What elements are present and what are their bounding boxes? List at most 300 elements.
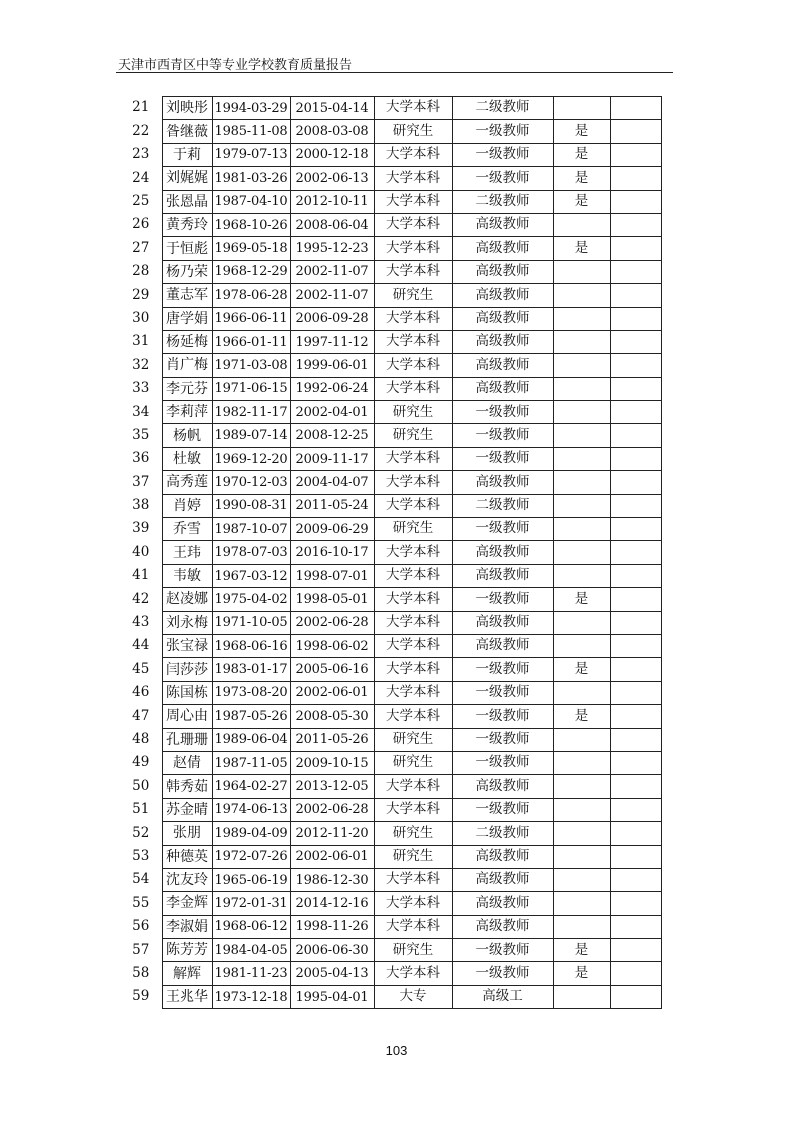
work-start-date: 2002-06-01 <box>290 845 374 868</box>
teacher-name: 于恒彪 <box>162 237 212 260</box>
title: 高级教师 <box>452 307 553 330</box>
dual-qualified <box>553 892 610 915</box>
work-start-date: 2002-06-28 <box>290 798 374 821</box>
row-number: 23 <box>132 146 150 163</box>
empty-cell <box>610 915 661 938</box>
work-start-date: 2000-12-18 <box>290 143 374 166</box>
birth-date: 1981-03-26 <box>212 167 290 190</box>
row-number: 57 <box>132 941 150 958</box>
title: 一级教师 <box>452 728 553 751</box>
teacher-name: 张宝禄 <box>162 634 212 657</box>
teacher-name: 杨乃荣 <box>162 260 212 283</box>
table-row <box>120 985 661 1008</box>
education: 大学本科 <box>374 588 452 611</box>
table-row <box>120 354 661 377</box>
birth-date: 1981-11-23 <box>212 962 290 985</box>
row-number: 33 <box>132 380 150 397</box>
empty-cell <box>610 939 661 962</box>
empty-cell <box>610 822 661 845</box>
title: 高级教师 <box>452 541 553 564</box>
table-row <box>120 892 661 915</box>
row-number: 43 <box>132 614 150 631</box>
teacher-name: 张恩晶 <box>162 190 212 213</box>
title: 高级教师 <box>452 634 553 657</box>
row-number: 24 <box>132 169 150 186</box>
education: 大专 <box>374 985 452 1008</box>
title: 一级教师 <box>452 705 553 728</box>
dual-qualified <box>553 494 610 517</box>
dual-qualified <box>553 728 610 751</box>
education: 大学本科 <box>374 634 452 657</box>
birth-date: 1973-12-18 <box>212 985 290 1008</box>
row-number: 54 <box>132 871 150 888</box>
title: 一级教师 <box>452 518 553 541</box>
education: 大学本科 <box>374 447 452 470</box>
table-row <box>120 401 661 424</box>
education: 大学本科 <box>374 705 452 728</box>
dual-qualified <box>553 798 610 821</box>
work-start-date: 1997-11-12 <box>290 330 374 353</box>
row-number: 27 <box>132 239 150 256</box>
row-number: 21 <box>132 99 150 116</box>
empty-cell <box>610 564 661 587</box>
table-row <box>120 260 661 283</box>
empty-cell <box>610 424 661 447</box>
empty-cell <box>610 190 661 213</box>
teacher-name: 闫莎莎 <box>162 658 212 681</box>
birth-date: 1971-06-15 <box>212 377 290 400</box>
birth-date: 1982-11-17 <box>212 401 290 424</box>
empty-cell <box>610 705 661 728</box>
row-number: 56 <box>132 918 150 935</box>
empty-cell <box>610 377 661 400</box>
dual-qualified: 是 <box>553 962 610 985</box>
education: 大学本科 <box>374 213 452 236</box>
education: 研究生 <box>374 424 452 447</box>
teacher-name: 李金辉 <box>162 892 212 915</box>
teacher-name: 韦敏 <box>162 564 212 587</box>
empty-cell <box>610 541 661 564</box>
birth-date: 1972-07-26 <box>212 845 290 868</box>
row-number: 38 <box>132 497 150 514</box>
teacher-name: 高秀莲 <box>162 471 212 494</box>
teacher-name: 唐学娟 <box>162 307 212 330</box>
row-number: 46 <box>132 684 150 701</box>
title: 高级教师 <box>452 868 553 891</box>
dual-qualified: 是 <box>553 658 610 681</box>
table-row <box>120 237 661 260</box>
title: 高级教师 <box>452 845 553 868</box>
birth-date: 1966-06-11 <box>212 307 290 330</box>
empty-cell <box>610 588 661 611</box>
row-number: 30 <box>132 309 150 326</box>
empty-cell <box>610 798 661 821</box>
birth-date: 1973-08-20 <box>212 681 290 704</box>
title: 高级教师 <box>452 564 553 587</box>
birth-date: 1965-06-19 <box>212 868 290 891</box>
education: 大学本科 <box>374 307 452 330</box>
empty-cell <box>610 260 661 283</box>
row-number: 25 <box>132 193 150 209</box>
table-row <box>120 143 661 166</box>
teacher-name: 陈芳芳 <box>162 939 212 962</box>
birth-date: 1975-04-02 <box>212 588 290 611</box>
teacher-name: 杜敏 <box>162 447 212 470</box>
birth-date: 1987-05-26 <box>212 705 290 728</box>
table-row <box>120 751 661 774</box>
birth-date: 1987-11-05 <box>212 751 290 774</box>
row-number: 22 <box>132 122 150 139</box>
empty-cell <box>610 892 661 915</box>
work-start-date: 1995-12-23 <box>290 237 374 260</box>
table-row <box>120 681 661 704</box>
table-row <box>120 330 661 353</box>
birth-date: 1978-07-03 <box>212 541 290 564</box>
title: 高级教师 <box>452 892 553 915</box>
education: 大学本科 <box>374 143 452 166</box>
teacher-name: 刘永梅 <box>162 611 212 634</box>
education: 大学本科 <box>374 611 452 634</box>
birth-date: 1985-11-08 <box>212 120 290 143</box>
education: 大学本科 <box>374 541 452 564</box>
empty-cell <box>610 868 661 891</box>
work-start-date: 2014-12-16 <box>290 892 374 915</box>
table-row <box>120 167 661 190</box>
title: 一级教师 <box>452 681 553 704</box>
education: 研究生 <box>374 751 452 774</box>
teacher-name: 赵倩 <box>162 751 212 774</box>
birth-date: 1989-04-09 <box>212 822 290 845</box>
education: 研究生 <box>374 284 452 307</box>
birth-date: 1966-01-11 <box>212 330 290 353</box>
education: 大学本科 <box>374 237 452 260</box>
education: 大学本科 <box>374 494 452 517</box>
row-number: 39 <box>132 520 150 537</box>
row-number: 32 <box>132 356 150 373</box>
work-start-date: 2016-10-17 <box>290 541 374 564</box>
birth-date: 1968-12-29 <box>212 260 290 283</box>
education: 大学本科 <box>374 868 452 891</box>
title: 一级教师 <box>452 751 553 774</box>
empty-cell <box>610 213 661 236</box>
title: 高级教师 <box>452 284 553 307</box>
education: 研究生 <box>374 120 452 143</box>
title: 二级教师 <box>452 822 553 845</box>
dual-qualified <box>553 868 610 891</box>
dual-qualified <box>553 377 610 400</box>
dual-qualified <box>553 307 610 330</box>
dual-qualified <box>553 284 610 307</box>
education: 研究生 <box>374 939 452 962</box>
education: 大学本科 <box>374 377 452 400</box>
title: 一级教师 <box>452 143 553 166</box>
empty-cell <box>610 985 661 1008</box>
dual-qualified: 是 <box>553 167 610 190</box>
work-start-date: 2012-11-20 <box>290 822 374 845</box>
birth-date: 1994-03-29 <box>212 97 290 120</box>
birth-date: 1989-07-14 <box>212 424 290 447</box>
work-start-date: 1998-11-26 <box>290 915 374 938</box>
title: 一级教师 <box>452 962 553 985</box>
empty-cell <box>610 611 661 634</box>
birth-date: 1968-06-12 <box>212 915 290 938</box>
empty-cell <box>610 143 661 166</box>
birth-date: 1970-12-03 <box>212 471 290 494</box>
row-number: 41 <box>132 567 150 584</box>
row-number: 47 <box>132 707 150 724</box>
education: 大学本科 <box>374 97 452 120</box>
work-start-date: 2011-05-24 <box>290 494 374 517</box>
education: 大学本科 <box>374 190 452 213</box>
title: 高级工 <box>452 985 553 1008</box>
title: 高级教师 <box>452 471 553 494</box>
dual-qualified: 是 <box>553 705 610 728</box>
table-row <box>120 424 661 447</box>
row-number: 40 <box>132 543 150 560</box>
table-row <box>120 822 661 845</box>
table-row <box>120 120 661 143</box>
table-row <box>120 494 661 517</box>
row-number: 58 <box>132 964 150 981</box>
row-number: 28 <box>132 263 150 280</box>
education: 研究生 <box>374 401 452 424</box>
teacher-name: 乔雪 <box>162 518 212 541</box>
dual-qualified <box>553 330 610 353</box>
work-start-date: 2009-06-29 <box>290 518 374 541</box>
teacher-name: 王兆华 <box>162 985 212 1008</box>
empty-cell <box>610 775 661 798</box>
empty-cell <box>610 658 661 681</box>
empty-cell <box>610 97 661 120</box>
birth-date: 1969-12-20 <box>212 447 290 470</box>
dual-qualified <box>553 751 610 774</box>
education: 大学本科 <box>374 260 452 283</box>
table-row <box>120 447 661 470</box>
row-number: 34 <box>132 403 150 420</box>
title: 二级教师 <box>452 190 553 213</box>
title: 高级教师 <box>452 330 553 353</box>
work-start-date: 1986-12-30 <box>290 868 374 891</box>
birth-date: 1987-10-07 <box>212 518 290 541</box>
teacher-name: 解辉 <box>162 962 212 985</box>
dual-qualified <box>553 775 610 798</box>
work-start-date: 2006-09-28 <box>290 307 374 330</box>
table-row <box>120 190 661 213</box>
education: 研究生 <box>374 822 452 845</box>
row-number: 59 <box>132 988 150 1005</box>
table-row <box>120 798 661 821</box>
row-number: 52 <box>132 824 150 841</box>
education: 研究生 <box>374 518 452 541</box>
title: 高级教师 <box>452 377 553 400</box>
table-row <box>120 915 661 938</box>
header-rule <box>116 72 673 73</box>
education: 研究生 <box>374 728 452 751</box>
table-row <box>120 284 661 307</box>
work-start-date: 2008-12-25 <box>290 424 374 447</box>
dual-qualified <box>553 213 610 236</box>
row-number: 48 <box>132 730 150 747</box>
dual-qualified: 是 <box>553 143 610 166</box>
empty-cell <box>610 634 661 657</box>
table-row <box>120 728 661 751</box>
table-row <box>120 962 661 985</box>
title: 一级教师 <box>452 120 553 143</box>
teacher-name: 董志军 <box>162 284 212 307</box>
empty-cell <box>610 471 661 494</box>
table-row <box>120 97 661 120</box>
empty-cell <box>610 728 661 751</box>
teacher-name: 李淑娟 <box>162 915 212 938</box>
work-start-date: 2013-12-05 <box>290 775 374 798</box>
empty-cell <box>610 845 661 868</box>
teacher-name: 黄秀玲 <box>162 213 212 236</box>
row-number: 51 <box>132 801 150 818</box>
birth-date: 1968-10-26 <box>212 213 290 236</box>
table-row <box>120 213 661 236</box>
work-start-date: 2002-11-07 <box>290 260 374 283</box>
birth-date: 1968-06-16 <box>212 634 290 657</box>
teacher-name: 周心由 <box>162 705 212 728</box>
table-row <box>120 939 661 962</box>
education: 大学本科 <box>374 775 452 798</box>
work-start-date: 1998-05-01 <box>290 588 374 611</box>
dual-qualified <box>553 401 610 424</box>
dual-qualified <box>553 518 610 541</box>
teacher-name: 于莉 <box>162 143 212 166</box>
title: 一级教师 <box>452 447 553 470</box>
empty-cell <box>610 751 661 774</box>
work-start-date: 2009-11-17 <box>290 447 374 470</box>
birth-date: 1971-03-08 <box>212 354 290 377</box>
dual-qualified <box>553 611 610 634</box>
title: 高级教师 <box>452 213 553 236</box>
table-row <box>120 611 661 634</box>
title: 一级教师 <box>452 798 553 821</box>
teacher-name: 王玮 <box>162 541 212 564</box>
education: 大学本科 <box>374 354 452 377</box>
title: 一级教师 <box>452 658 553 681</box>
dual-qualified <box>553 822 610 845</box>
birth-date: 1989-06-04 <box>212 728 290 751</box>
table-row <box>120 658 661 681</box>
empty-cell <box>610 447 661 470</box>
work-start-date: 2012-10-11 <box>290 190 374 213</box>
education: 大学本科 <box>374 564 452 587</box>
dual-qualified <box>553 634 610 657</box>
dual-qualified <box>553 97 610 120</box>
title: 一级教师 <box>452 588 553 611</box>
teacher-name: 赵凌娜 <box>162 588 212 611</box>
birth-date: 1964-02-27 <box>212 775 290 798</box>
dual-qualified <box>553 541 610 564</box>
row-number: 44 <box>132 637 150 654</box>
empty-cell <box>610 307 661 330</box>
title: 高级教师 <box>452 260 553 283</box>
work-start-date: 2002-04-01 <box>290 401 374 424</box>
work-start-date: 2002-06-28 <box>290 611 374 634</box>
empty-cell <box>610 518 661 541</box>
teacher-name: 张朋 <box>162 822 212 845</box>
work-start-date: 2006-06-30 <box>290 939 374 962</box>
teacher-name: 韩秀茹 <box>162 775 212 798</box>
title: 高级教师 <box>452 775 553 798</box>
empty-cell <box>610 120 661 143</box>
row-number: 42 <box>132 590 150 607</box>
title: 二级教师 <box>452 97 553 120</box>
education: 大学本科 <box>374 915 452 938</box>
work-start-date: 2005-06-16 <box>290 658 374 681</box>
dual-qualified <box>553 681 610 704</box>
work-start-date: 2005-04-13 <box>290 962 374 985</box>
birth-date: 1972-01-31 <box>212 892 290 915</box>
row-number: 49 <box>132 754 150 771</box>
teacher-name: 陈国栋 <box>162 681 212 704</box>
empty-cell <box>610 681 661 704</box>
birth-date: 1983-01-17 <box>212 658 290 681</box>
row-number: 37 <box>132 473 150 490</box>
table-row <box>120 634 661 657</box>
work-start-date: 2002-11-07 <box>290 284 374 307</box>
title: 高级教师 <box>452 354 553 377</box>
work-start-date: 2008-05-30 <box>290 705 374 728</box>
dual-qualified <box>553 471 610 494</box>
work-start-date: 2008-03-08 <box>290 120 374 143</box>
table-row <box>120 471 661 494</box>
education: 大学本科 <box>374 167 452 190</box>
teacher-name: 李元芬 <box>162 377 212 400</box>
empty-cell <box>610 962 661 985</box>
teacher-name: 沈友玲 <box>162 868 212 891</box>
row-number: 50 <box>132 777 150 794</box>
birth-date: 1969-05-18 <box>212 237 290 260</box>
dual-qualified <box>553 260 610 283</box>
table-row <box>120 377 661 400</box>
dual-qualified <box>553 915 610 938</box>
title: 一级教师 <box>452 167 553 190</box>
work-start-date: 1998-06-02 <box>290 634 374 657</box>
teacher-name: 刘娓娓 <box>162 167 212 190</box>
work-start-date: 1998-07-01 <box>290 564 374 587</box>
teacher-name: 杨帆 <box>162 424 212 447</box>
table-row <box>120 845 661 868</box>
row-number: 45 <box>132 660 150 677</box>
dual-qualified: 是 <box>553 939 610 962</box>
table-row <box>120 564 661 587</box>
table-row <box>120 775 661 798</box>
dual-qualified: 是 <box>553 120 610 143</box>
empty-cell <box>610 237 661 260</box>
table-row <box>120 307 661 330</box>
education: 大学本科 <box>374 658 452 681</box>
dual-qualified <box>553 424 610 447</box>
table-row <box>120 541 661 564</box>
row-number: 26 <box>132 216 150 233</box>
education: 大学本科 <box>374 330 452 353</box>
title: 高级教师 <box>452 915 553 938</box>
title: 一级教师 <box>452 939 553 962</box>
dual-qualified <box>553 845 610 868</box>
table-row <box>120 705 661 728</box>
education: 大学本科 <box>374 962 452 985</box>
empty-cell <box>610 284 661 307</box>
title: 一级教师 <box>452 401 553 424</box>
row-number: 53 <box>132 847 150 864</box>
dual-qualified <box>553 354 610 377</box>
work-start-date: 2009-10-15 <box>290 751 374 774</box>
work-start-date: 2011-05-26 <box>290 728 374 751</box>
birth-date: 1967-03-12 <box>212 564 290 587</box>
